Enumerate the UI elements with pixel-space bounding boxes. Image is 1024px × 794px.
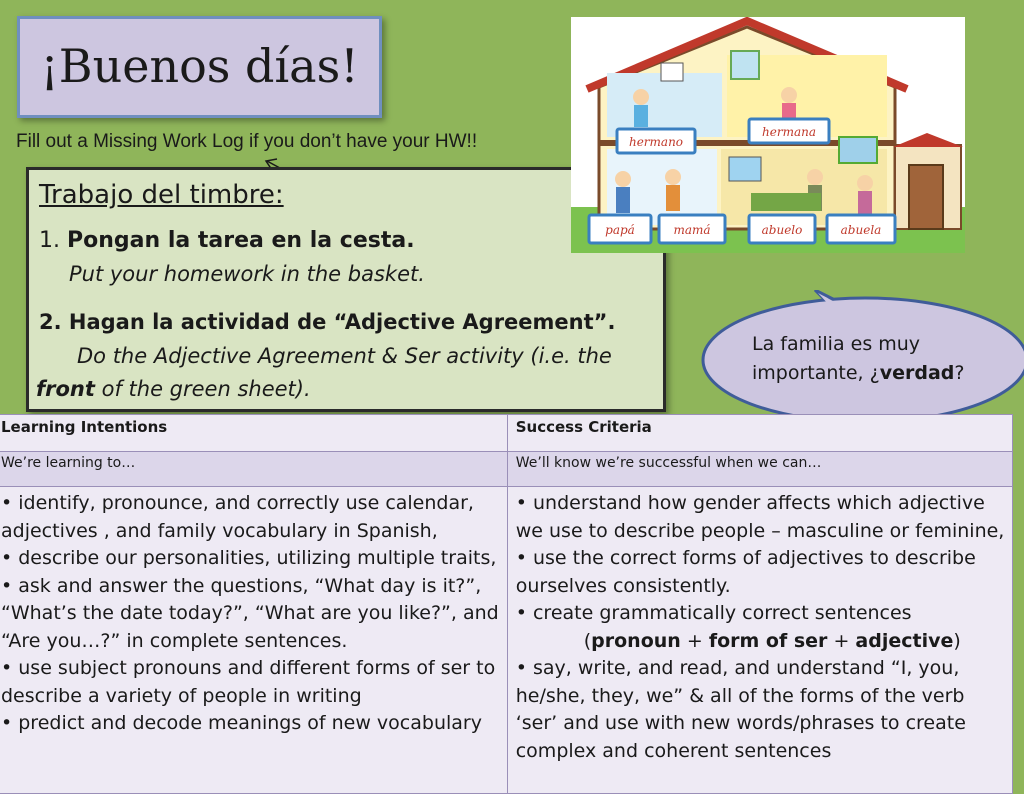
sc-line: complex and coherent sentences [515, 739, 832, 762]
li-line: • identify, pronounce, and correctly use calendar, [1, 492, 474, 514]
li-line: adjectives , and family vocabulary in Spanish, [1, 519, 438, 542]
success-criteria-sub: We’ll know we’re successful when we can… [507, 452, 1013, 487]
li-line: “Are you…?” in complete sentences. [1, 629, 348, 652]
bell-work-box [26, 167, 666, 412]
table-body-row [0, 487, 1013, 794]
sc-line: we use to describe people – masculine or feminine, [515, 519, 1005, 542]
learning-intentions-sub: We’re learning to… [0, 452, 507, 487]
learning-intentions-cell [0, 487, 507, 794]
li-line: describe a variety of people in writing [1, 684, 362, 707]
bell-work-heading: Trabajo del timbre: [39, 180, 284, 210]
item-1-spanish: Pongan la tarea en la cesta. [67, 228, 415, 253]
label-hermana: hermana [762, 125, 816, 139]
li-line: • predict and decode meanings of new vocabulary [1, 712, 482, 734]
sc-line: he/she, they, we” & all of the forms of the verb [515, 684, 965, 707]
bubble-line-2-prefix: importante, ¿ [752, 362, 880, 384]
li-line: • ask and answer the questions, “What day is it?”, [1, 574, 482, 597]
sc-line: • use the correct forms of adjectives to describe [515, 547, 976, 569]
speech-bubble-text [752, 330, 965, 388]
formula-pronoun: pronoun [591, 629, 681, 652]
item-1-english: Put your homework in the basket. [69, 262, 425, 286]
sc-formula [516, 628, 1005, 656]
homework-note: Fill out a Missing Work Log if you don’t have your HW!! [16, 131, 478, 152]
label-mama: mamá [673, 223, 711, 237]
learning-intentions-header: Learning Intentions [0, 415, 507, 452]
item-2-english-line1: Do the Adjective Agreement & Ser activity (i.e. the [77, 344, 612, 368]
li-line: • describe our personalities, utilizing multiple traits, [1, 547, 497, 569]
title-box [17, 16, 382, 118]
table-subheader-row [0, 452, 1013, 487]
label-abuelo: abuelo [761, 223, 803, 237]
bubble-line-2-suffix: ? [954, 362, 965, 384]
bell-work-item-2 [39, 310, 615, 334]
item-2-english-line2 [36, 377, 311, 401]
item-2-english-tail: of the green sheet). [101, 377, 311, 401]
formula-close: ) [953, 629, 961, 652]
sc-line: ‘ser’ and use with new words/phrases to create [515, 712, 966, 734]
bubble-line-1: La familia es muy [752, 333, 921, 355]
item-2-front: front [36, 377, 95, 401]
li-line: • use subject pronouns and different forms of ser to [1, 657, 496, 679]
formula-plus: + [827, 629, 856, 652]
success-criteria-header: Success Criteria [507, 415, 1013, 452]
sc-line: • say, write, and read, and understand “I, you, [515, 657, 960, 679]
item-2-spanish: 2. Hagan la actividad de “Adjective Agreement”. [39, 310, 616, 334]
page-title: ¡Buenos días! [40, 39, 359, 93]
label-hermano: hermano [628, 135, 684, 149]
formula-form-of-ser: form of ser [708, 629, 828, 652]
objectives-table [0, 414, 1013, 794]
li-line: “What’s the date today?”, “What are you like?”, and [1, 602, 499, 624]
bubble-line-2 [752, 359, 965, 388]
family-house-illustration [571, 17, 965, 253]
formula-open: ( [583, 629, 592, 652]
label-papa: papá [605, 223, 635, 237]
item-1-number: 1. [39, 228, 60, 253]
success-criteria-cell [507, 487, 1013, 794]
bell-work-item-1 [39, 228, 415, 253]
label-abuela: abuela [840, 223, 882, 237]
sc-line: • create grammatically correct sentences [515, 602, 912, 624]
table-header-row [0, 415, 1013, 452]
formula-plus: + [680, 629, 709, 652]
formula-adjective: adjective [855, 629, 954, 652]
sc-line: ourselves consistently. [515, 574, 731, 597]
bubble-verdad: verdad [879, 362, 955, 384]
sc-line: • understand how gender affects which adjective [515, 492, 985, 514]
